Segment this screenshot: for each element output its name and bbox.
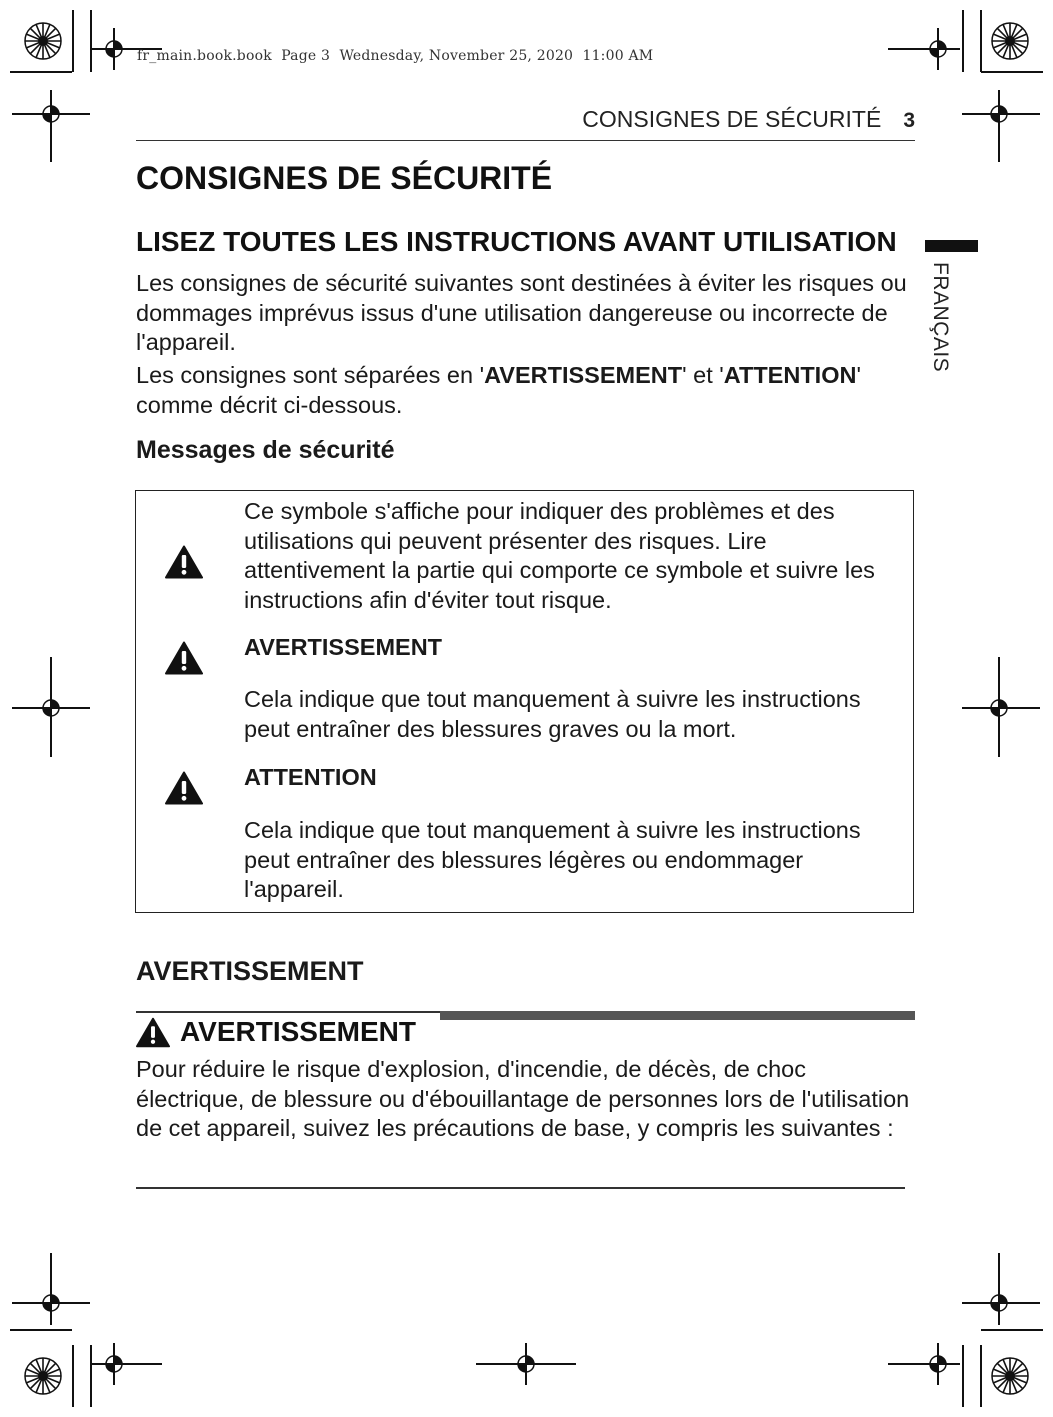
warning-rule (440, 1011, 915, 1020)
term-avertissement: AVERTISSEMENT (484, 362, 683, 388)
registration-mark-icon (99, 34, 129, 64)
registration-mark-icon (923, 34, 953, 64)
categories-text: Les consignes sont séparées en ' (136, 362, 485, 388)
print-info-slug: fr_main.book.book Page 3 Wednesday, November 25, 2020 11:00 AM (137, 48, 654, 64)
crop-mark (90, 10, 92, 72)
warning-rule (136, 1011, 441, 1013)
caution-label: ATTENTION (244, 764, 377, 790)
registration-mark-icon (99, 1349, 129, 1379)
running-header (582, 106, 915, 133)
crop-mark (981, 71, 1043, 73)
crop-mark (962, 10, 964, 72)
warning-explanation: Cela indique que tout manquement à suivre les instructions peut entraîner des blessures graves ou la mort. (244, 686, 861, 742)
registration-mark-icon (36, 693, 66, 723)
crop-mark (980, 10, 982, 72)
warning-paragraph: Pour réduire le risque d'explosion, d'incendie, de décès, de choc électrique, de blessure ou d'ébouillantage de personnes lors de l'utilisation de cet appareil, suivez les précautions de base, y compris les suivantes : (136, 1056, 910, 1141)
warning-label: AVERTISSEMENT (244, 634, 443, 660)
warning-banner-label: AVERTISSEMENT (180, 1016, 416, 1047)
registration-mark-icon (511, 1349, 541, 1379)
color-rosette-icon (23, 1356, 63, 1396)
color-rosette-icon (990, 21, 1030, 61)
warning-triangle-icon (136, 1017, 170, 1048)
registration-mark-icon (36, 99, 66, 129)
crop-mark (981, 1329, 1043, 1331)
categories-text: ' comme décrit ci-dessous. (136, 362, 861, 418)
warning-triangle-icon (165, 771, 203, 805)
registration-mark-icon (984, 693, 1014, 723)
crop-mark (10, 1329, 72, 1331)
warning-banner (136, 1016, 416, 1048)
running-header-title: CONSIGNES DE SÉCURITÉ (582, 106, 882, 132)
warning-triangle-icon (165, 641, 203, 675)
color-rosette-icon (23, 21, 63, 61)
term-attention: ATTENTION (723, 362, 857, 388)
language-tab: FRANÇAIS (929, 262, 952, 373)
categories-paragraph (136, 361, 926, 420)
safety-messages-heading: Messages de sécurité (136, 436, 395, 464)
registration-mark-icon (984, 1288, 1014, 1318)
categories-text: ' et ' (682, 362, 724, 388)
registration-mark-icon (36, 1288, 66, 1318)
section-end-divider (136, 1187, 905, 1189)
page-number: 3 (903, 109, 915, 132)
caution-explanation: Cela indique que tout manquement à suivre les instructions peut entraîner des blessures légères ou endommager l'appareil. (244, 817, 861, 902)
section-heading-read-instructions: LISEZ TOUTES LES INSTRUCTIONS AVANT UTILISATION (136, 226, 897, 257)
warning-triangle-icon (165, 545, 203, 579)
crop-mark (72, 1345, 74, 1407)
crop-mark (72, 10, 74, 72)
section-heading-warning: AVERTISSEMENT (136, 956, 364, 986)
crop-mark (980, 1345, 982, 1407)
header-divider (136, 140, 915, 141)
page-title: CONSIGNES DE SÉCURITÉ (136, 160, 553, 196)
intro-paragraph: Les consignes de sécurité suivantes sont destinées à éviter les risques ou dommages imprévus issus d'une utilisation dangereuse ou incorrecte de l'appareil. (136, 270, 907, 355)
crop-mark (962, 1345, 964, 1407)
color-rosette-icon (990, 1356, 1030, 1396)
language-tab-marker (925, 240, 978, 252)
registration-mark-icon (984, 99, 1014, 129)
symbol-explanation: Ce symbole s'affiche pour indiquer des problèmes et des utilisations qui peuvent présenter des risques. Lire attentivement la partie qui comporte ce symbole et suivre les instructions afin d'éviter tout risque. (244, 498, 875, 613)
crop-mark (10, 71, 72, 73)
registration-mark-icon (923, 1349, 953, 1379)
crop-mark (90, 1345, 92, 1407)
